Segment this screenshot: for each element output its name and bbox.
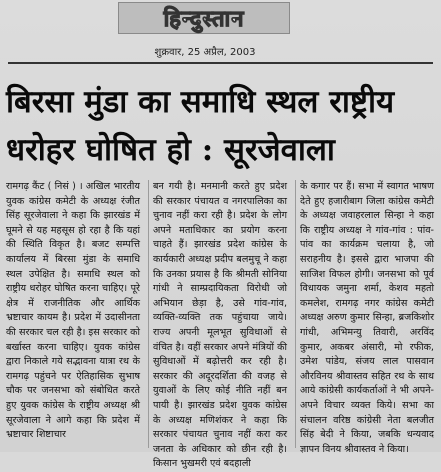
masthead-title: हिन्दुस्तान <box>163 6 245 32</box>
article-column-2 <box>148 180 289 470</box>
masthead <box>118 2 290 34</box>
dateline: शुक्रवार, 25 अप्रैल, 2003 <box>154 47 256 58</box>
headline-line-1: बिरसा मुंडा का समाधि स्थल राष्ट्रीय <box>6 84 395 120</box>
divider-rule <box>8 62 433 64</box>
article-body <box>6 180 436 470</box>
headline <box>6 78 435 174</box>
column-text: बन गयी है। मनमानी करते हुए प्रदेश की सरकार पंचायत व नगरपालिका का चुनाव नहीं करा रही है। प्रदेश के लोग अपने मताधिकार का प्रयोग करना चाहते हैं। झारखंड प्रदेश कांग्रेस के कार्यकारी अध्यक्ष प्रदीप बलमुचू ने कहा कि उनका प्रयास है कि श्रीमती सोनिया गांधी ने साम्प्रदायिकता विरोधी जो अभियान छेड़ा है, उसे गांव-गांव, व्यक्ति-व्यक्ति तक पहुंचाया जाये। राज्य अपनी मूलभूत सुविधाओं से वंचित है। वहीं सरकार अपने मंत्रियों की सुविधाओं में बढ़ोत्तरी कर रही है। सरकार की अदूरदर्शिता की वजह से युवाओं के लिए कोई नीति नहीं बन पायी है। झारखंड प्रदेश युवक कांग्रेस के अध्यक्ष मणिशंकर ने कहा कि सरकार पंचायत चुनाव नहीं करा कर जनता के अधिकार को छीन रही है। किसान भुखमरी एवं बदहाली <box>153 181 287 470</box>
headline-line-2: धरोहर घोषित हो : सूरजेवाला <box>6 132 335 168</box>
article-column-1 <box>6 180 142 448</box>
article-column-3 <box>295 180 436 455</box>
column-text: के कगार पर हैं। सभा में स्वागत भाषण देते हुए हजारीबाग जिला कांग्रेस कमेटी के अध्यक्ष जवाहरलाल सिन्हा ने कहा कि राष्ट्रीय अध्यक्ष ने गांव-गांव : पांव-पांव का कार्यक्रम चलाया है, जो सराहनीय है। इससे द्वारा भाजपा की साजिश विफल होगी। जनसभा को पूर्व विधायक जमुना शर्मा, केशव महतो कमलेश, रामगढ़ नगर कांग्रेस कमेटी अध्यक्ष अरुण कुमार सिन्हा, ब्रजकिशोर गांधी, अभिमन्यु तिवारी, अरविंद कुमार, अकबर अंसारी, मो रफीक, उमेश पांडेय, संजय लाल पासवान औरविनय श्रीवास्तव सहित रथ के साथ आये कांग्रेसी कार्यकर्ताओं ने भी अपने-अपने विचार व्यक्त किये। सभा का संचालन वरिष्ठ कांग्रेसी नेता बलजीत सिंह बेदी ने किया, जबकि धन्यवाद ज्ञापन विनय श्रीवास्तव ने किया। <box>300 181 434 455</box>
column-text: रामगढ़ कैंट ( निसं ) । अखिल भारतीय युवक कांग्रेस कमेटी के अध्यक्ष रंजीत सिंह सूरजेवाला ने कहा कि झारखंड में घूमने से यह महसूस हो रहा है कि यहां की स्थिति विकृत है। बजट सम्पत्ति कार्यालय में बिरसा मुंडा के समाधि स्थल उपेक्षित है। समाधि स्थल को राष्ट्रीय धरोहर घोषित करना चाहिए। पूरे क्षेत्र में राजनीतिक और आर्थिक भ्रष्टाचार कायम है। प्रदेश में उदासीनता की सरकार चल रही है। इस सरकार को बर्खास्त करना चाहिए। युवक कांग्रेस द्वारा निकाले गये सद्भावना यात्रा रथ के रामगढ़ पहुंचने पर ऐतिहासिक सुभाष चौक पर जनसभा को संबोधित करते हुए युवक कांग्रेस के राष्ट्रीय अध्यक्ष श्री सूरजेवाला ने आगे कहा कि प्रदेश में भ्रष्टाचार शिष्टाचार <box>6 181 140 441</box>
